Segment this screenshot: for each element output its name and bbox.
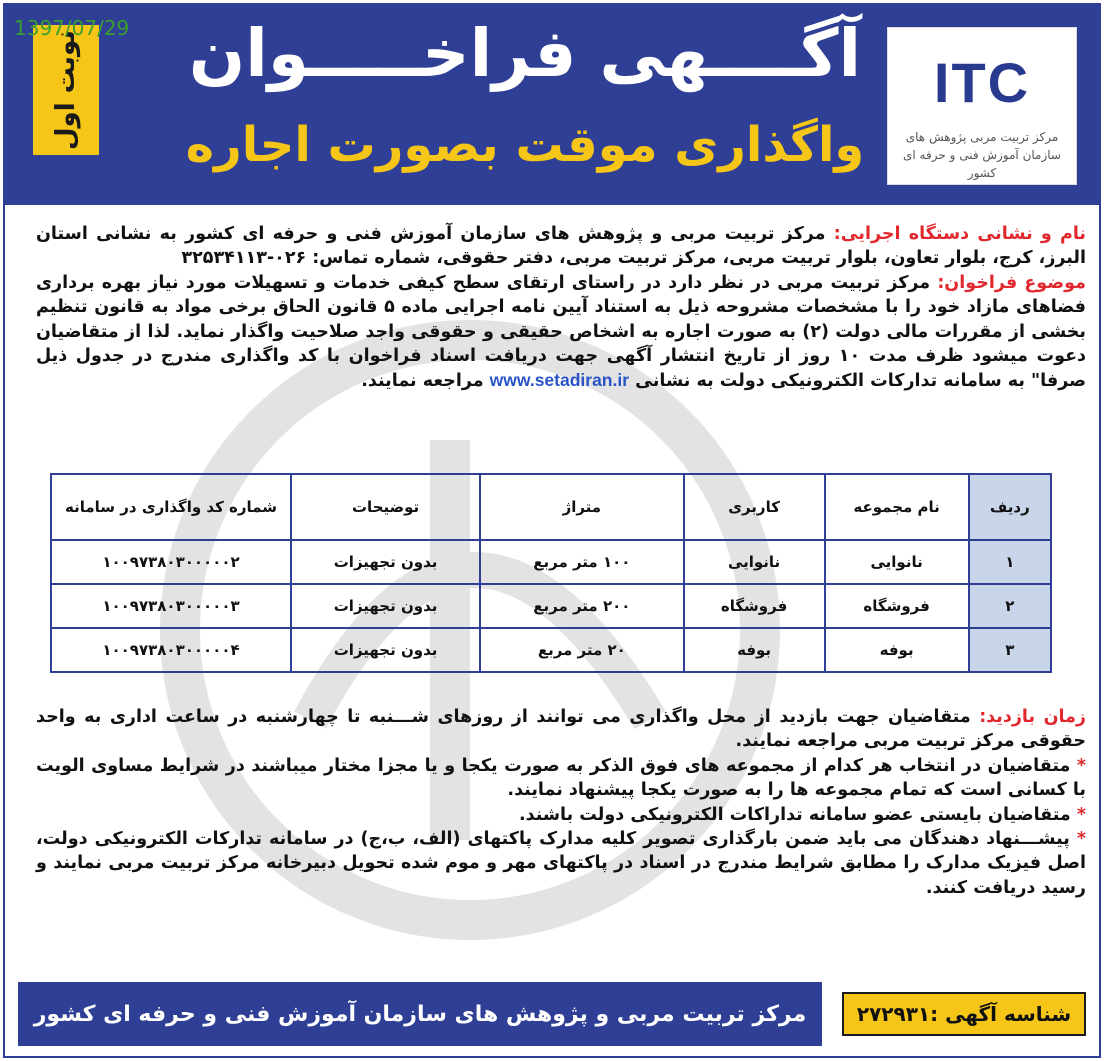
site-description: بدون تجهیزات <box>291 628 480 672</box>
site-area: ۱۰۰ متر مربع <box>480 540 683 584</box>
agency-label: نام و نشانی دستگاه اجرایی: <box>833 224 1086 244</box>
note-selection: متقاضیان در انتخاب هر کدام از مجموعه های فوق الذکر به صورت یکجا و یا مجزا مختار میباشند در شرایط مساوی الویت با کسانی است که تمام مجموعه ها را به صورت یکجا پیشنهاد نمایند. <box>36 755 1086 801</box>
note-membership: متقاضیان بایستی عضو سامانه تداراکات الکترونیکی دولت باشند. <box>518 804 1077 825</box>
bullet-icon: * <box>1076 804 1086 825</box>
site-description: بدون تجهیزات <box>291 540 480 584</box>
site-usage: فروشگاه <box>684 584 825 628</box>
agency-address: مرکز تربیت مربی و پژوهش های سازمان آموزش فنی و حرفه ای کشور به نشانی استان البرز، کرج، بلوار تعاون، بلوار تربیت مربی، مرکز تربیت مربی، دفتر حقوقی، شماره تماس: <box>36 224 1086 269</box>
site-description: بدون تجهیزات <box>291 584 480 628</box>
note-documents: پیشـــنهاد دهندگان می باید ضمن بارگذاری تصویر کلیه مدارک پاکتهای (الف، ب،ج) در سامانه تدارکات الکترونیکی دولت، اصل فیزیک مدارک را مطابق شرایط مندرج در اسناد در پاکتهای مهر و موم شده تحویل دبیرخانه مرکز تربیت مربی نمایند و رسید دریافت کنند. <box>36 829 1086 898</box>
table-header-row <box>51 474 1051 540</box>
site-code: ۱۰۰۹۷۳۸۰۳۰۰۰۰۰۳ <box>51 584 291 628</box>
date-stamp: 1397/07/29 <box>14 16 130 40</box>
subject-label: موضوع فراخوان: <box>937 272 1086 293</box>
footer-org-name: مرکز تربیت مربی و پژوهش های سازمان آموزش فنی و حرفه ای کشور <box>33 1001 807 1027</box>
table-row <box>51 540 1051 584</box>
edition-tab <box>33 25 99 155</box>
table-row <box>51 584 1051 628</box>
logo-text: ITC <box>933 51 1031 114</box>
setadiran-link[interactable]: www.setadiran.ir <box>489 370 630 391</box>
logo-subtitle: مرکز تربیت مربی پژوهش های سازمان آموزش فنی و حرفه ای کشور <box>903 130 1061 180</box>
site-name: نانوایی <box>825 540 969 584</box>
footer-org-bar <box>18 982 822 1046</box>
header-site-name: نام مجموعه <box>825 474 969 540</box>
ad-id-text: شناسه آگهی :۲۷۲۹۳۱ <box>856 1002 1072 1026</box>
table-row <box>51 628 1051 672</box>
site-area: ۲۰ متر مربع <box>480 628 683 672</box>
site-name: بوفه <box>825 628 969 672</box>
intro-text <box>36 222 1086 394</box>
header-description: توضیحات <box>291 474 480 540</box>
bullet-icon: * <box>1076 829 1086 850</box>
notes-text <box>36 705 1086 900</box>
header-area: متراژ <box>480 474 683 540</box>
row-number: ۱ <box>969 540 1051 584</box>
sites-table <box>50 473 1052 673</box>
site-code: ۱۰۰۹۷۳۸۰۳۰۰۰۰۰۲ <box>51 540 291 584</box>
visit-label: زمان بازدید: <box>979 707 1087 727</box>
ad-title: آگــــهی فراخـــــوان <box>188 15 862 92</box>
ad-subtitle: واگذاری موقت بصورت اجاره <box>185 117 865 173</box>
header-usage: کاربری <box>684 474 825 540</box>
edition-label: نوبت اول <box>51 29 82 151</box>
header-row-number: ردیف <box>969 474 1051 540</box>
row-number: ۲ <box>969 584 1051 628</box>
subject-text-end: مراجعه نمایند. <box>361 371 490 392</box>
subject-text: مرکز تربیت مربی در نظر دارد در راستای ارتقای سطح کیفی خدمات و تسهیلات مورد نیاز بهره برداری فضاهای مازاد خود را با مشخصات مشروحه ذیل به استناد آیین نامه اجرایی ماده ۵ قانون الحاق برخی مواد به قانون تنظیم بخشی از مقررات مالی دولت (۲) به صورت اجاره به اشخاص حقیقی و حقوقی واجد صلاحیت واگذار نماید. لذا از متقاضیان دعوت میشود ظرف مدت ۱۰ روز از تاریخ انتشار آگهی جهت دریافت اسناد فراخوان با کد واگذاری مندرج در جدول ذیل صرفا" به سامانه تدارکات الکترونیکی دولت به نشانی <box>36 272 1087 392</box>
site-name: فروشگاه <box>825 584 969 628</box>
bullet-icon: * <box>1076 755 1086 776</box>
contact-phone: ۳۲۵۳۴۱۱۳-۰۲۶ <box>181 248 307 269</box>
site-usage: نانوایی <box>684 540 825 584</box>
ad-id-badge <box>842 992 1086 1036</box>
site-area: ۲۰۰ متر مربع <box>480 584 683 628</box>
header-code: شماره کد واگذاری در سامانه <box>51 474 291 540</box>
ad-header <box>5 5 1099 205</box>
itc-logo <box>887 27 1077 185</box>
site-code: ۱۰۰۹۷۳۸۰۳۰۰۰۰۰۴ <box>51 628 291 672</box>
visit-text: متقاضیان جهت بازدید از محل واگذاری می توانند از روزهای شـــنبه تا چهارشنبه در ساعت اداری به واحد حقوقی مرکز تربیت مربی مراجعه نمایند. <box>36 707 1086 752</box>
site-usage: بوفه <box>684 628 825 672</box>
row-number: ۳ <box>969 628 1051 672</box>
